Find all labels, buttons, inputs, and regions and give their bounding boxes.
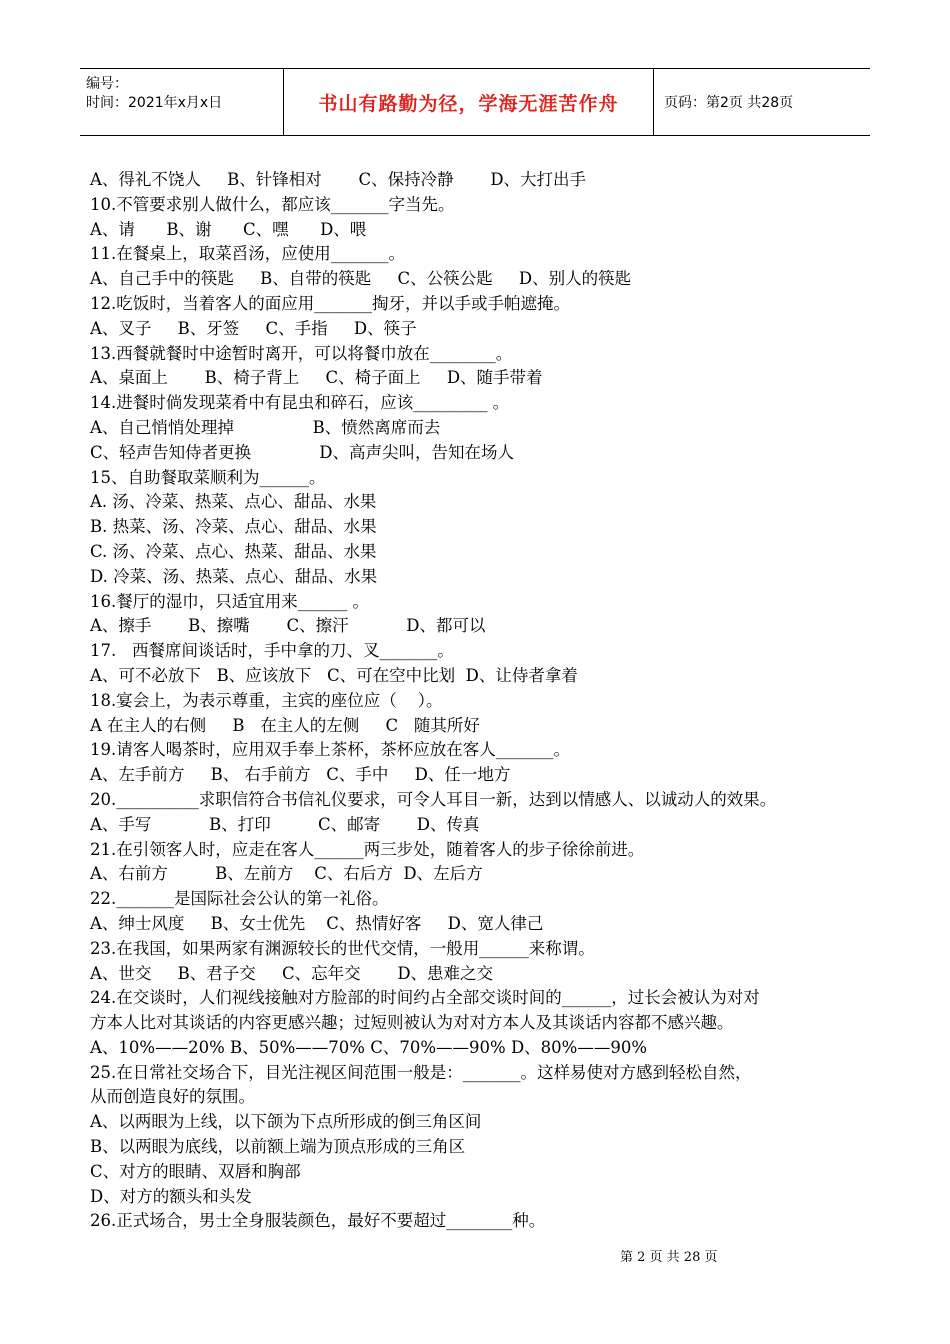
text-line: A、右前方 B、左前方 C、右后方 D、左后方	[90, 864, 483, 884]
text-line: A、自己悄悄处理掉 B、愤然离席而去	[90, 417, 441, 437]
text-line: A、以两眼为上线，以下颌为下点所形成的倒三角区间	[90, 1112, 482, 1132]
text-line: A、擦手 B、擦嘴 C、擦汗 D、都可以	[90, 616, 486, 636]
text-line: C、对方的眼睛、双唇和胸部	[90, 1161, 301, 1181]
text-line: C、轻声告知侍者更换 D、高声尖叫，告知在场人	[90, 442, 515, 462]
text-line: 16.餐厅的湿巾，只适宜用来______ 。	[90, 591, 369, 611]
text-line: A、绅士风度 B、女士优先 C、热情好客 D、宽人律己	[90, 913, 544, 933]
text-line: 23.在我国，如果两家有渊源较长的世代交情，一般用______来称谓。	[90, 938, 595, 958]
text-line: A 在主人的右侧 B 在主人的左侧 C 随其所好	[90, 715, 480, 735]
text-line: 15、自助餐取菜顺利为______。	[90, 467, 326, 487]
text-line: 11.在餐桌上，取菜舀汤，应使用_______。	[90, 244, 405, 264]
text-line: A、手写 B、打印 C、邮寄 D、传真	[90, 814, 480, 834]
text-line: 13.西餐就餐时中途暂时离开，可以将餐巾放在________。	[90, 343, 513, 363]
header-meta	[80, 69, 284, 135]
text-line: 从而创造良好的氛围。	[90, 1087, 255, 1107]
text-line: D. 冷菜、汤、热菜、点心、甜品、水果	[90, 566, 378, 586]
date-label: 时间：2021年x月x日	[86, 95, 223, 111]
text-line: 24.在交谈时，人们视线接触对方脸部的时间约占全部交谈时间的______，过长会被认为对对	[90, 988, 760, 1008]
text-line: C. 汤、冷菜、点心、热菜、甜品、水果	[90, 541, 377, 561]
text-line: 17. 西餐席间谈话时，手中拿的刀、叉_______。	[90, 641, 454, 661]
text-line: B. 热菜、汤、冷菜、点心、甜品、水果	[90, 517, 377, 537]
serial-label: 编号：	[86, 76, 128, 92]
text-line: A、10%——20% B、50%——70% C、70%——90% D、80%——90%	[90, 1037, 648, 1057]
text-line: A、叉子 B、牙签 C、手指 D、筷子	[90, 318, 417, 338]
text-line: A、得礼不饶人 B、针锋相对 C、保持冷静 D、大打出手	[90, 170, 587, 189]
text-line: A、左手前方 B、 右手前方 C、手中 D、任一地方	[90, 765, 511, 785]
text-line: 18.宴会上，为表示尊重，主宾的座位应（ ）。	[90, 690, 443, 710]
text-line: 14.进餐时倘发现菜肴中有昆虫和碎石，应该_________ 。	[90, 393, 510, 413]
text-line: 25.在日常社交场合下，目光注视区间范围一般是：_______。这样易使对方感到轻松自然，	[90, 1062, 752, 1082]
document-body	[90, 168, 880, 1234]
text-line: B、以两眼为底线，以前额上端为顶点形成的三角区	[90, 1137, 466, 1157]
text-line: D、对方的额头和头发	[90, 1186, 252, 1206]
text-line: 12.吃饭时，当着客人的面应用_______掏牙，并以手或手帕遮掩。	[90, 293, 570, 313]
text-line: A、桌面上 B、椅子背上 C、椅子面上 D、随手带着	[90, 368, 543, 388]
text-line: A. 汤、冷菜、热菜、点心、甜品、水果	[90, 492, 377, 512]
header-motto-cell	[284, 69, 654, 135]
text-line: 26.正式场合，男士全身服装颜色，最好不要超过________种。	[90, 1211, 546, 1231]
header-motto: 书山有路勤为径，学海无涯苦作舟	[318, 92, 619, 115]
text-line: 方本人比对其谈话的内容更感兴趣；过短则被认为对对方本人及其谈话内容都不感兴趣。	[90, 1013, 734, 1033]
text-line: 20.__________求职信符合书信礼仪要求，可令人耳目一新，达到以情感人、以诚动人的效果。	[90, 789, 777, 809]
text-line: A、自己手中的筷匙 B、自带的筷匙 C、公筷公匙 D、别人的筷匙	[90, 269, 632, 289]
text-line: 19.请客人喝茶时，应用双手奉上茶杯，茶杯应放在客人_______。	[90, 740, 570, 760]
text-line: A、请 B、谢 C、嘿 D、喂	[90, 219, 367, 239]
text-line: 22._______是国际社会公认的第一礼俗。	[90, 889, 389, 909]
text-line: A、可不必放下 B、应该放下 C、可在空中比划 D、让侍者拿着	[90, 665, 578, 685]
text-line: 10.不管要求别人做什么，都应该_______字当先。	[90, 194, 455, 214]
header-page-info: 页码：第2页 共28页	[664, 95, 794, 111]
header-page-info-cell	[654, 69, 870, 135]
page-header	[80, 68, 870, 136]
page-footer: 第 2 页 共 28 页	[620, 1250, 718, 1265]
text-line: 21.在引领客人时，应走在客人______两三步处，随着客人的步子徐徐前进。	[90, 839, 645, 859]
text-line: A、世交 B、君子交 C、忘年交 D、患难之交	[90, 963, 494, 983]
